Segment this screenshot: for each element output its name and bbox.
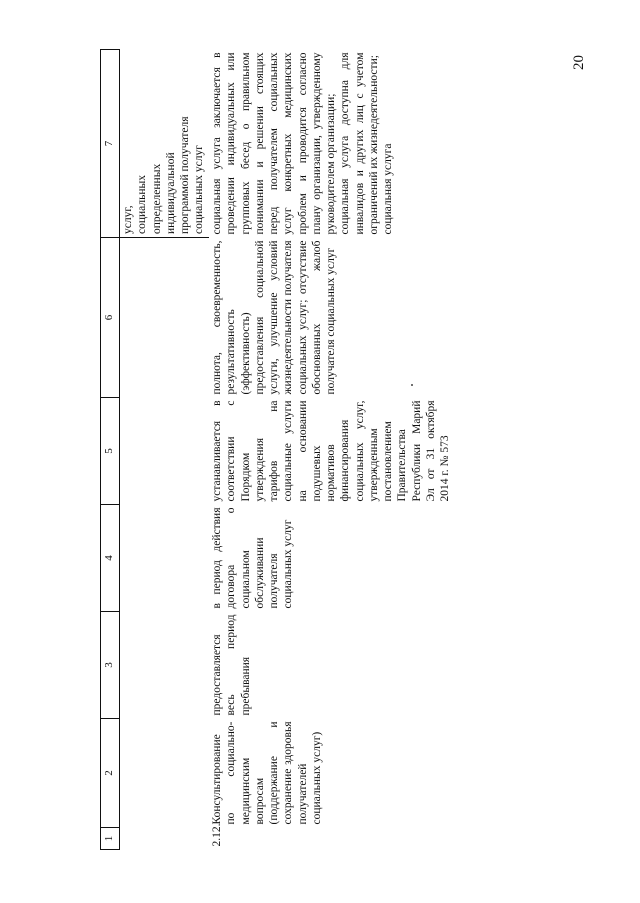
row-number: 2.12.	[211, 823, 223, 847]
header-cell-6: 6	[101, 238, 120, 398]
continuation-row	[120, 50, 210, 850]
scan-speck	[411, 384, 413, 386]
header-cell-2: 2	[101, 719, 120, 828]
header-cell-5: 5	[101, 398, 120, 505]
table-header-row	[101, 50, 120, 850]
rotated-table-container	[100, 50, 540, 850]
service-tariff: устанавливается в соответствии с Порядком утверждения тарифов на социальные услуги на основании подушевых нормативов финансирования социальных услуг, утвержденным постановлением Правительства Республики Марий Эл от 31 октября 2014 г. № 573	[211, 400, 451, 502]
service-quality: полнота, своевременность, результативность (эффективность) предоставления социальной услуги, улучшение условий жизнедеятельности получателя социальных услуг; отсутствие обоснованных жалоб получателя социальных услуг	[211, 240, 337, 395]
continuation-text: услуг, социальных определенных индивидуальной программой получателя социальных услуг	[122, 116, 206, 234]
table-row	[209, 50, 520, 850]
service-name: Консультирование по социально-медицинским вопросам (поддержание и сохранение здоровья получателей социальных услуг)	[211, 721, 323, 825]
continuation-empty-cell	[120, 238, 210, 850]
header-cell-3: 3	[101, 612, 120, 719]
header-cell-1: 1	[101, 828, 120, 850]
service-duration: в период действия договора о социальном обслуживании получателя социальных услуг	[211, 507, 295, 609]
services-table	[100, 49, 520, 850]
service-timing: предоставляется весь период пребывания	[211, 614, 252, 716]
header-cell-7: 7	[101, 50, 120, 238]
service-conditions: социальная услуга заключается в проведении индивидуальных или групповых бесед о правильном понимании и решении стоящих перед получателем социальных услуг конкретных медицинских проблем и проводится согласно плану организации, утвержденному руководителем организации; социальная услуга доступна для инвалидов и других лиц с учетом ограничений их жизнедеятельности; социальная услуга	[211, 52, 394, 235]
page-number: 20	[571, 55, 587, 70]
header-cell-4: 4	[101, 505, 120, 612]
